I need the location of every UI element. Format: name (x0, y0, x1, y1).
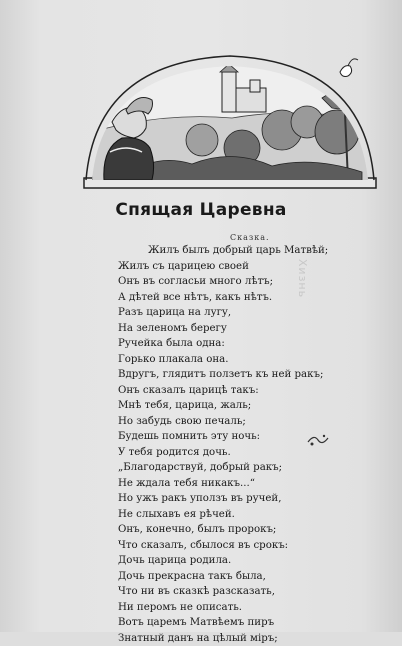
poem-line: Будешь помнить эту ночь: (118, 429, 328, 445)
poem-line: Мнѣ тебя, царица, жаль; (118, 398, 328, 414)
poem-line: Разъ царица на лугу, (118, 305, 328, 321)
poem-line: Онъ, конечно, былъ пророкъ; (118, 522, 328, 538)
poem-line: На зеленомъ берегу (118, 321, 328, 337)
poem-line: Дочь прекрасна такъ была, (118, 569, 328, 585)
vignette-drawing (82, 52, 378, 192)
bleed-through-text: Хизнь (296, 259, 309, 298)
poem-line: Жилъ съ царицею своей (118, 259, 328, 275)
poem-line: Жилъ былъ добрый царь Матвѣй; (118, 243, 328, 259)
poem-line: Но ужъ ракъ уползъ въ ручей, (118, 491, 328, 507)
poem-line: Онъ сказалъ царицѣ такъ: (118, 383, 328, 399)
poem-line: Не слыхавъ ея рѣчей. (118, 507, 328, 523)
poem-line: А дѣтей все нѣтъ, какъ нѣтъ. (118, 290, 328, 306)
poem-line: „Благодарствуй, добрый ракъ; (118, 460, 328, 476)
poem-line: Ни перомъ не описать. (118, 600, 328, 616)
poem-line: Что ни въ сказкѣ разсказать, (118, 584, 328, 600)
poem-line: Вдругъ, глядитъ ползетъ къ ней ракъ; (118, 367, 328, 383)
header-vignette-illustration (82, 52, 378, 192)
poem-line: Горько плакала она. (118, 352, 328, 368)
poem-line: У тебя родится дочь. (118, 445, 328, 461)
poem-line: Онъ въ согласьи много лѣтъ; (118, 274, 328, 290)
poem-line: Знатный данъ на цѣлый міръ; (118, 631, 328, 646)
poem-line: Вотъ царемъ Матвѣемъ пиръ (118, 615, 328, 631)
poem-line: Не ждала тебя никакъ...“ (118, 476, 328, 492)
poem-text (118, 243, 328, 646)
margin-ornament-icon (306, 432, 330, 448)
poem-line: Дочь царица родила. (118, 553, 328, 569)
page-title: Спящая Царевна (0, 200, 402, 220)
poem-line: Ручейка была одна: (118, 336, 328, 352)
poem-line: Что сказалъ, сбылося въ срокъ: (118, 538, 328, 554)
poem-line: Но забудь свою печаль; (118, 414, 328, 430)
subtitle: Сказка. (230, 233, 270, 242)
